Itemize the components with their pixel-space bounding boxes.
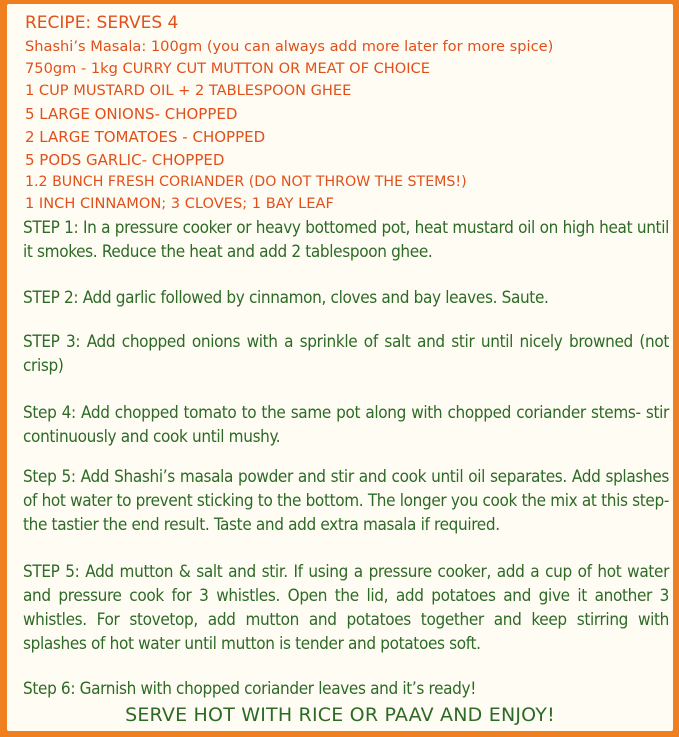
step-4: Step 4: Add chopped tomato to the same pot along with chopped coriander stems- stir continuously and cook until mushy. xyxy=(23,403,669,447)
ingredient-coriander: 1.2 BUNCH FRESH CORIANDER (DO NOT THROW THE STEMS!) xyxy=(25,174,467,190)
step-5-masala: Step 5: Add Shashi’s masala powder and stir and cook until oil separates. Add splashes of hot water to prevent sticking to the bottom. The longer you cook the mix at this step- the tastier the end result. Taste and add extra masala if required. xyxy=(23,467,669,535)
step-2: STEP 2: Add garlic followed by cinnamon, cloves and bay leaves. Saute. xyxy=(23,288,549,308)
ingredient-masala: Shashi’s Masala: 100gm (you can always add more later for more spice) xyxy=(25,38,554,55)
recipe-title: RECIPE: SERVES 4 xyxy=(25,13,179,33)
step-5-mutton: STEP 5: Add mutton & salt and stir. If using a pressure cooker, add a cup of hot water and pressure cook for 3 whistles. Open the lid, add potatoes and give it another 3 whistles. For stovetop, add mutton and potatoes together and keep stirring with splashes of hot water until mutton is tender and potatoes soft. xyxy=(23,562,669,654)
ingredient-mutton: 750gm - 1kg CURRY CUT MUTTON OR MEAT OF CHOICE xyxy=(25,60,430,77)
step-1: STEP 1: In a pressure cooker or heavy bottomed pot, heat mustard oil on high heat until it smokes. Reduce the heat and add 2 tablespoon ghee. xyxy=(23,218,669,262)
ingredient-oil: 1 CUP MUSTARD OIL + 2 TABLESPOON GHEE xyxy=(25,82,352,99)
serving-footer: SERVE HOT WITH RICE OR PAAV AND ENJOY! xyxy=(125,704,555,726)
ingredient-tomatoes: 2 LARGE TOMATOES - CHOPPED xyxy=(25,128,266,146)
step-6: Step 6: Garnish with chopped coriander leaves and it’s ready! xyxy=(23,679,477,699)
recipe-card xyxy=(7,4,673,731)
ingredient-onions: 5 LARGE ONIONS- CHOPPED xyxy=(25,105,238,123)
step-3: STEP 3: Add chopped onions with a sprinkle of salt and stir until nicely browned (not crisp) xyxy=(23,332,669,376)
ingredient-spices: 1 INCH CINNAMON; 3 CLOVES; 1 BAY LEAF xyxy=(25,195,334,212)
ingredient-garlic: 5 PODS GARLIC- CHOPPED xyxy=(25,151,225,169)
